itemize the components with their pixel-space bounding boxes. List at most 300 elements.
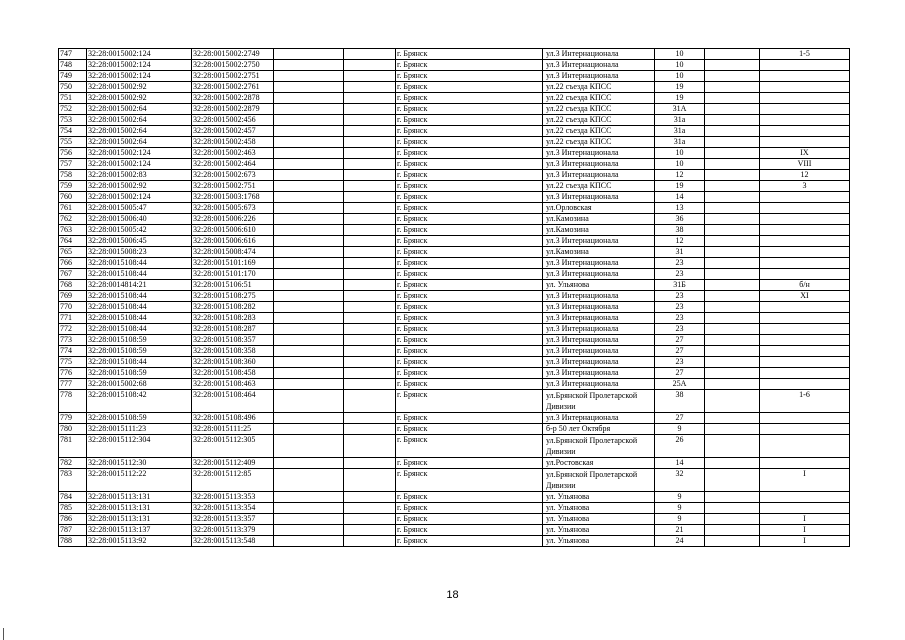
- building-cell: [705, 203, 760, 214]
- table-row: [59, 192, 850, 203]
- house-number-cell: 27: [655, 335, 705, 346]
- street-cell: ул.3 Интернационала: [543, 302, 655, 313]
- land-cadastral-number-cell: 32:28:0015002:124: [87, 60, 192, 71]
- empty-cell: [344, 247, 396, 258]
- city-cell: г. Брянск: [396, 49, 543, 60]
- row-number-cell: 786: [59, 514, 87, 525]
- premises-cell: 1-6: [760, 390, 850, 413]
- street-cell: ул.Орловская: [543, 203, 655, 214]
- building-cell: [705, 357, 760, 368]
- house-number-cell: 38: [655, 225, 705, 236]
- city-cell: г. Брянск: [396, 148, 543, 159]
- building-cadastral-number-cell: 32:28:0015006:610: [192, 225, 274, 236]
- street-cell: ул.22 съезда КПСС: [543, 93, 655, 104]
- building-cell: [705, 82, 760, 93]
- house-number-cell: 9: [655, 503, 705, 514]
- city-cell: г. Брянск: [396, 60, 543, 71]
- premises-cell: [760, 93, 850, 104]
- land-cadastral-number-cell: 32:28:0015002:68: [87, 379, 192, 390]
- empty-cell: [344, 424, 396, 435]
- street-cell: ул.3 Интернационала: [543, 368, 655, 379]
- land-cadastral-number-cell: 32:28:0015113:131: [87, 503, 192, 514]
- street-cell: ул.3 Интернационала: [543, 324, 655, 335]
- empty-cell: [274, 280, 344, 291]
- house-number-cell: 38: [655, 390, 705, 413]
- premises-cell: [760, 203, 850, 214]
- row-number-cell: 775: [59, 357, 87, 368]
- premises-cell: б/н: [760, 280, 850, 291]
- city-cell: г. Брянск: [396, 335, 543, 346]
- street-cell: ул.3 Интернационала: [543, 335, 655, 346]
- building-cell: [705, 181, 760, 192]
- building-cell: [705, 148, 760, 159]
- table-row: [59, 335, 850, 346]
- row-number-cell: 758: [59, 170, 87, 181]
- city-cell: г. Брянск: [396, 503, 543, 514]
- table-row: [59, 214, 850, 225]
- city-cell: г. Брянск: [396, 525, 543, 536]
- empty-cell: [274, 335, 344, 346]
- row-number-cell: 764: [59, 236, 87, 247]
- empty-cell: [344, 503, 396, 514]
- land-cadastral-number-cell: 32:28:0015002:124: [87, 159, 192, 170]
- land-cadastral-number-cell: 32:28:0015111:23: [87, 424, 192, 435]
- empty-cell: [274, 214, 344, 225]
- premises-cell: I: [760, 536, 850, 547]
- empty-cell: [274, 291, 344, 302]
- land-cadastral-number-cell: 32:28:0015005:42: [87, 225, 192, 236]
- street-cell: ул.3 Интернационала: [543, 357, 655, 368]
- empty-cell: [344, 93, 396, 104]
- row-number-cell: 765: [59, 247, 87, 258]
- premises-cell: [760, 302, 850, 313]
- street-cell: ул.22 съезда КПСС: [543, 181, 655, 192]
- premises-cell: [760, 126, 850, 137]
- empty-cell: [274, 49, 344, 60]
- empty-cell: [274, 137, 344, 148]
- house-number-cell: 23: [655, 258, 705, 269]
- building-cadastral-number-cell: 32:28:0015002:2751: [192, 71, 274, 82]
- empty-cell: [344, 104, 396, 115]
- table-row: [59, 413, 850, 424]
- empty-cell: [344, 170, 396, 181]
- table-row: [59, 269, 850, 280]
- city-cell: г. Брянск: [396, 93, 543, 104]
- street-cell: ул.Брянской Пролетарской Дивизии: [543, 469, 655, 492]
- house-number-cell: 14: [655, 458, 705, 469]
- building-cell: [705, 435, 760, 458]
- building-cadastral-number-cell: 32:28:0015108:357: [192, 335, 274, 346]
- city-cell: г. Брянск: [396, 514, 543, 525]
- row-number-cell: 761: [59, 203, 87, 214]
- city-cell: г. Брянск: [396, 126, 543, 137]
- table-row: [59, 82, 850, 93]
- table-row: [59, 203, 850, 214]
- row-number-cell: 780: [59, 424, 87, 435]
- street-cell: ул.22 съезда КПСС: [543, 82, 655, 93]
- premises-cell: IX: [760, 148, 850, 159]
- empty-cell: [344, 368, 396, 379]
- empty-cell: [344, 469, 396, 492]
- premises-cell: VIII: [760, 159, 850, 170]
- building-cell: [705, 225, 760, 236]
- street-cell: ул.Камозина: [543, 247, 655, 258]
- building-cell: [705, 313, 760, 324]
- table-row: [59, 93, 850, 104]
- row-number-cell: 787: [59, 525, 87, 536]
- empty-cell: [274, 159, 344, 170]
- premises-cell: [760, 258, 850, 269]
- empty-cell: [274, 258, 344, 269]
- row-number-cell: 768: [59, 280, 87, 291]
- house-number-cell: 10: [655, 71, 705, 82]
- building-cadastral-number-cell: 32:28:0015113:354: [192, 503, 274, 514]
- building-cadastral-number-cell: 32:28:0015002:2761: [192, 82, 274, 93]
- table-row: [59, 71, 850, 82]
- land-cadastral-number-cell: 32:28:0015008:23: [87, 247, 192, 258]
- empty-cell: [344, 514, 396, 525]
- building-cadastral-number-cell: 32:28:0015108:287: [192, 324, 274, 335]
- table-row: [59, 368, 850, 379]
- table-row: [59, 148, 850, 159]
- building-cell: [705, 291, 760, 302]
- row-number-cell: 784: [59, 492, 87, 503]
- table-row: [59, 170, 850, 181]
- premises-cell: [760, 503, 850, 514]
- city-cell: г. Брянск: [396, 313, 543, 324]
- empty-cell: [274, 60, 344, 71]
- land-cadastral-number-cell: 32:28:0015108:59: [87, 335, 192, 346]
- land-cadastral-number-cell: 32:28:0015108:59: [87, 413, 192, 424]
- premises-cell: [760, 424, 850, 435]
- building-cell: [705, 390, 760, 413]
- premises-cell: [760, 324, 850, 335]
- table-row: [59, 525, 850, 536]
- street-cell: ул. Ульянова: [543, 280, 655, 291]
- empty-cell: [344, 71, 396, 82]
- building-cadastral-number-cell: 32:28:0015003:1768: [192, 192, 274, 203]
- house-number-cell: 24: [655, 536, 705, 547]
- street-cell: ул.Камозина: [543, 225, 655, 236]
- house-number-cell: 31А: [655, 104, 705, 115]
- empty-cell: [344, 148, 396, 159]
- building-cadastral-number-cell: 32:28:0015002:456: [192, 115, 274, 126]
- street-cell: ул.3 Интернационала: [543, 313, 655, 324]
- house-number-cell: 31а: [655, 115, 705, 126]
- row-number-cell: 747: [59, 49, 87, 60]
- building-cadastral-number-cell: 32:28:0015108:464: [192, 390, 274, 413]
- table-row: [59, 137, 850, 148]
- empty-cell: [344, 536, 396, 547]
- building-cadastral-number-cell: 32:28:0015106:51: [192, 280, 274, 291]
- house-number-cell: 10: [655, 159, 705, 170]
- table-row: [59, 379, 850, 390]
- page-number: 18: [446, 589, 459, 601]
- land-cadastral-number-cell: 32:28:0015002:64: [87, 104, 192, 115]
- empty-cell: [344, 291, 396, 302]
- land-cadastral-number-cell: 32:28:0015112:22: [87, 469, 192, 492]
- row-number-cell: 763: [59, 225, 87, 236]
- house-number-cell: 27: [655, 346, 705, 357]
- premises-cell: 3: [760, 181, 850, 192]
- table-row: [59, 247, 850, 258]
- building-cell: [705, 514, 760, 525]
- street-cell: ул.Брянской Пролетарской Дивизии: [543, 390, 655, 413]
- table-row: [59, 291, 850, 302]
- empty-cell: [274, 302, 344, 313]
- building-cadastral-number-cell: 32:28:0015112:85: [192, 469, 274, 492]
- building-cell: [705, 170, 760, 181]
- row-number-cell: 782: [59, 458, 87, 469]
- building-cadastral-number-cell: 32:28:0015112:305: [192, 435, 274, 458]
- empty-cell: [274, 435, 344, 458]
- city-cell: г. Брянск: [396, 225, 543, 236]
- empty-cell: [274, 82, 344, 93]
- premises-cell: I: [760, 525, 850, 536]
- table-row: [59, 258, 850, 269]
- table-row: [59, 236, 850, 247]
- building-cell: [705, 536, 760, 547]
- table-row: [59, 514, 850, 525]
- land-cadastral-number-cell: 32:28:0015108:44: [87, 258, 192, 269]
- premises-cell: 12: [760, 170, 850, 181]
- empty-cell: [344, 379, 396, 390]
- street-cell: ул.3 Интернационала: [543, 71, 655, 82]
- building-cell: [705, 258, 760, 269]
- land-cadastral-number-cell: 32:28:0015113:131: [87, 514, 192, 525]
- row-number-cell: 753: [59, 115, 87, 126]
- registry-table-body: [59, 49, 850, 547]
- building-cadastral-number-cell: 32:28:0015002:2750: [192, 60, 274, 71]
- table-row: [59, 536, 850, 547]
- premises-cell: I: [760, 514, 850, 525]
- empty-cell: [344, 302, 396, 313]
- empty-cell: [274, 192, 344, 203]
- building-cell: [705, 104, 760, 115]
- building-cadastral-number-cell: 32:28:0015002:2879: [192, 104, 274, 115]
- land-cadastral-number-cell: 32:28:0015002:124: [87, 71, 192, 82]
- premises-cell: [760, 71, 850, 82]
- land-cadastral-number-cell: 32:28:0015005:47: [87, 203, 192, 214]
- table-row: [59, 159, 850, 170]
- empty-cell: [344, 313, 396, 324]
- building-cell: [705, 93, 760, 104]
- land-cadastral-number-cell: 32:28:0015002:92: [87, 93, 192, 104]
- empty-cell: [274, 368, 344, 379]
- row-number-cell: 770: [59, 302, 87, 313]
- house-number-cell: 12: [655, 170, 705, 181]
- empty-cell: [344, 181, 396, 192]
- empty-cell: [344, 269, 396, 280]
- city-cell: г. Брянск: [396, 247, 543, 258]
- building-cadastral-number-cell: 32:28:0015002:751: [192, 181, 274, 192]
- row-number-cell: 762: [59, 214, 87, 225]
- registry-table: [58, 48, 850, 547]
- empty-cell: [344, 335, 396, 346]
- land-cadastral-number-cell: 32:28:0015002:124: [87, 49, 192, 60]
- row-number-cell: 755: [59, 137, 87, 148]
- house-number-cell: 9: [655, 514, 705, 525]
- building-cell: [705, 379, 760, 390]
- street-cell: ул.3 Интернационала: [543, 346, 655, 357]
- empty-cell: [274, 503, 344, 514]
- table-row: [59, 324, 850, 335]
- building-cadastral-number-cell: 32:28:0015108:496: [192, 413, 274, 424]
- building-cadastral-number-cell: 32:28:0015113:548: [192, 536, 274, 547]
- empty-cell: [274, 357, 344, 368]
- house-number-cell: 23: [655, 357, 705, 368]
- empty-cell: [274, 469, 344, 492]
- building-cadastral-number-cell: 32:28:0015002:458: [192, 137, 274, 148]
- building-cadastral-number-cell: 32:28:0015008:474: [192, 247, 274, 258]
- street-cell: ул.3 Интернационала: [543, 413, 655, 424]
- building-cell: [705, 192, 760, 203]
- house-number-cell: 21: [655, 525, 705, 536]
- table-row: [59, 280, 850, 291]
- city-cell: г. Брянск: [396, 368, 543, 379]
- city-cell: г. Брянск: [396, 424, 543, 435]
- table-row: [59, 225, 850, 236]
- empty-cell: [344, 525, 396, 536]
- street-cell: ул.22 съезда КПСС: [543, 126, 655, 137]
- street-cell: ул. Ульянова: [543, 492, 655, 503]
- premises-cell: [760, 357, 850, 368]
- street-cell: ул. Ульянова: [543, 514, 655, 525]
- table-row: [59, 104, 850, 115]
- street-cell: ул.3 Интернационала: [543, 49, 655, 60]
- city-cell: г. Брянск: [396, 170, 543, 181]
- row-number-cell: 750: [59, 82, 87, 93]
- land-cadastral-number-cell: 32:28:0015108:44: [87, 291, 192, 302]
- land-cadastral-number-cell: 32:28:0015113:92: [87, 536, 192, 547]
- land-cadastral-number-cell: 32:28:0015113:131: [87, 492, 192, 503]
- empty-cell: [274, 313, 344, 324]
- table-row: [59, 492, 850, 503]
- empty-cell: [344, 159, 396, 170]
- city-cell: г. Брянск: [396, 536, 543, 547]
- building-cell: [705, 503, 760, 514]
- building-cell: [705, 137, 760, 148]
- table-row: [59, 115, 850, 126]
- empty-cell: [274, 390, 344, 413]
- city-cell: г. Брянск: [396, 137, 543, 148]
- land-cadastral-number-cell: 32:28:0015112:304: [87, 435, 192, 458]
- building-cell: [705, 335, 760, 346]
- house-number-cell: 12: [655, 236, 705, 247]
- row-number-cell: 757: [59, 159, 87, 170]
- land-cadastral-number-cell: 32:28:0015108:44: [87, 302, 192, 313]
- empty-cell: [274, 536, 344, 547]
- land-cadastral-number-cell: 32:28:0015006:45: [87, 236, 192, 247]
- row-number-cell: 748: [59, 60, 87, 71]
- house-number-cell: 27: [655, 368, 705, 379]
- house-number-cell: 9: [655, 424, 705, 435]
- premises-cell: [760, 458, 850, 469]
- land-cadastral-number-cell: 32:28:0015002:92: [87, 82, 192, 93]
- street-cell: ул.3 Интернационала: [543, 148, 655, 159]
- building-cadastral-number-cell: 32:28:0015006:616: [192, 236, 274, 247]
- premises-cell: [760, 313, 850, 324]
- building-cadastral-number-cell: 32:28:0015101:170: [192, 269, 274, 280]
- empty-cell: [274, 126, 344, 137]
- empty-cell: [274, 104, 344, 115]
- table-row: [59, 503, 850, 514]
- building-cadastral-number-cell: 32:28:0015113:379: [192, 525, 274, 536]
- building-cadastral-number-cell: 32:28:0015002:673: [192, 170, 274, 181]
- house-number-cell: 31а: [655, 126, 705, 137]
- land-cadastral-number-cell: 32:28:0014814:21: [87, 280, 192, 291]
- table-row: [59, 435, 850, 458]
- empty-cell: [274, 424, 344, 435]
- table-row: [59, 458, 850, 469]
- empty-cell: [274, 225, 344, 236]
- city-cell: г. Брянск: [396, 390, 543, 413]
- street-cell: ул. Ульянова: [543, 503, 655, 514]
- empty-cell: [344, 60, 396, 71]
- table-row: [59, 302, 850, 313]
- house-number-cell: 23: [655, 269, 705, 280]
- house-number-cell: 9: [655, 492, 705, 503]
- city-cell: г. Брянск: [396, 203, 543, 214]
- land-cadastral-number-cell: 32:28:0015112:30: [87, 458, 192, 469]
- empty-cell: [344, 258, 396, 269]
- street-cell: ул.3 Интернационала: [543, 291, 655, 302]
- empty-cell: [344, 115, 396, 126]
- building-cadastral-number-cell: 32:28:0015111:25: [192, 424, 274, 435]
- empty-cell: [344, 82, 396, 93]
- empty-cell: [274, 514, 344, 525]
- empty-cell: [274, 181, 344, 192]
- city-cell: г. Брянск: [396, 435, 543, 458]
- building-cadastral-number-cell: 32:28:0015002:2749: [192, 49, 274, 60]
- row-number-cell: 749: [59, 71, 87, 82]
- row-number-cell: 752: [59, 104, 87, 115]
- house-number-cell: 32: [655, 469, 705, 492]
- building-cell: [705, 469, 760, 492]
- city-cell: г. Брянск: [396, 413, 543, 424]
- building-cell: [705, 236, 760, 247]
- scan-edge-mark: [3, 628, 4, 640]
- premises-cell: [760, 492, 850, 503]
- empty-cell: [274, 492, 344, 503]
- street-cell: ул.Брянской Пролетарской Дивизии: [543, 435, 655, 458]
- premises-cell: [760, 379, 850, 390]
- table-row: [59, 49, 850, 60]
- street-cell: ул.Ростовская: [543, 458, 655, 469]
- row-number-cell: 777: [59, 379, 87, 390]
- row-number-cell: 785: [59, 503, 87, 514]
- empty-cell: [274, 236, 344, 247]
- street-cell: ул. Ульянова: [543, 536, 655, 547]
- street-cell: ул.3 Интернационала: [543, 159, 655, 170]
- row-number-cell: 760: [59, 192, 87, 203]
- premises-cell: [760, 413, 850, 424]
- land-cadastral-number-cell: 32:28:0015002:83: [87, 170, 192, 181]
- land-cadastral-number-cell: 32:28:0015002:64: [87, 126, 192, 137]
- table-row: [59, 469, 850, 492]
- house-number-cell: 23: [655, 291, 705, 302]
- land-cadastral-number-cell: 32:28:0015002:64: [87, 115, 192, 126]
- house-number-cell: 36: [655, 214, 705, 225]
- house-number-cell: 23: [655, 313, 705, 324]
- land-cadastral-number-cell: 32:28:0015108:44: [87, 269, 192, 280]
- city-cell: г. Брянск: [396, 181, 543, 192]
- empty-cell: [274, 71, 344, 82]
- empty-cell: [344, 357, 396, 368]
- premises-cell: [760, 368, 850, 379]
- city-cell: г. Брянск: [396, 115, 543, 126]
- street-cell: б-р 50 лет Октября: [543, 424, 655, 435]
